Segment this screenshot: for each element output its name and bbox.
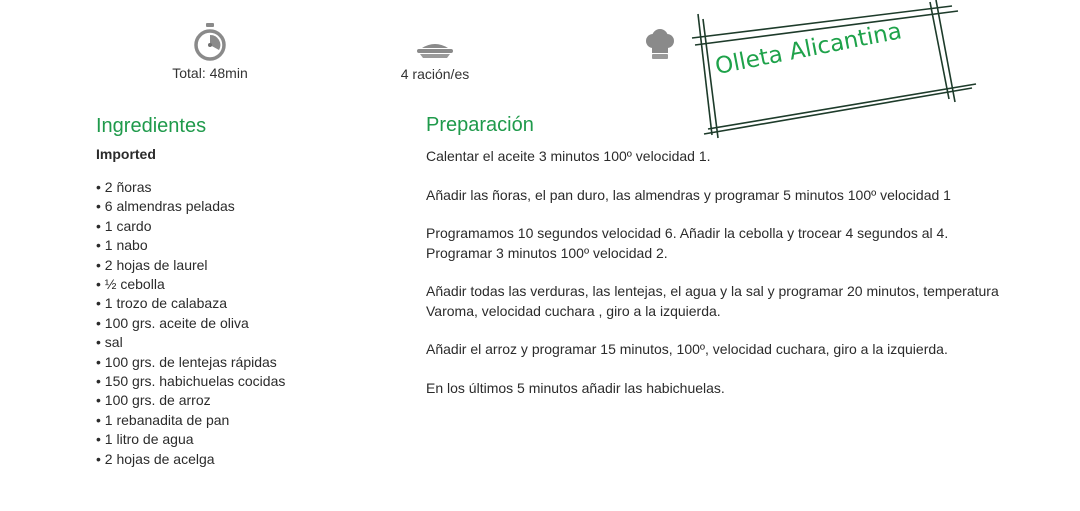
preparation-steps <box>426 147 1006 398</box>
ingredient-item: • ½ cebolla <box>96 275 396 294</box>
servings-label: 4 ración/es <box>400 66 470 82</box>
preparation-step: Calentar el aceite 3 minutos 100º velocidad 1. <box>426 148 711 164</box>
ingredient-item: • 150 grs. habichuelas cocidas <box>96 372 396 391</box>
recipe-title: Olleta Alicantina <box>713 18 904 80</box>
ingredients-section <box>96 115 396 469</box>
ingredient-item: • 1 trozo de calabaza <box>96 294 396 313</box>
ingredient-item: • 2 hojas de laurel <box>96 256 396 275</box>
ingredient-item: • 1 nabo <box>96 236 396 255</box>
preparation-step: Programamos 10 segundos velocidad 6. Añadir la cebolla y trocear 4 segundos al 4. Programar 3 minutos 100º velocidad 2. <box>426 225 949 261</box>
stopwatch-icon <box>192 22 228 62</box>
ingredient-item: • 2 ñoras <box>96 178 396 197</box>
ingredient-item: • 100 grs. de arroz <box>96 391 396 410</box>
preparation-step: Añadir todas las verduras, las lentejas, el agua y la sal y programar 20 minutos, temperatura Varoma, velocidad cuchara , giro a la izquierda. <box>426 283 999 319</box>
ingredient-item: • sal <box>96 333 396 352</box>
servings <box>380 40 490 82</box>
total-time <box>160 22 260 81</box>
preparation-section <box>426 114 1006 417</box>
preparation-step: En los últimos 5 minutos añadir las habichuelas. <box>426 379 725 396</box>
ingredient-item: • 100 grs. aceite de oliva <box>96 314 396 333</box>
ingredients-heading: Ingredientes <box>96 115 207 137</box>
ingredient-item: • 1 litro de agua <box>96 430 396 449</box>
preparation-step: Añadir las ñoras, el pan duro, las almendras y programar 5 minutos 100º velocidad 1 <box>426 186 951 203</box>
ingredient-item: • 100 grs. de lentejas rápidas <box>96 353 396 372</box>
preparation-heading: Preparación <box>426 114 534 136</box>
preparation-step: Añadir el arroz y programar 15 minutos, 100º, velocidad cuchara, giro a la izquierda. <box>426 341 948 357</box>
ingredients-list <box>96 178 396 469</box>
difficulty <box>642 28 678 62</box>
ingredient-item: • 6 almendras peladas <box>96 197 396 216</box>
ingredients-group-label: Imported <box>96 146 156 162</box>
chef-hat-icon <box>643 28 677 62</box>
ingredient-item: • 1 cardo <box>96 217 396 236</box>
dish-icon <box>414 40 456 60</box>
ingredient-item: • 2 hojas de acelga <box>96 450 396 469</box>
ingredient-item: • 1 rebanadita de pan <box>96 411 396 430</box>
total-time-label: Total: 48min <box>172 65 248 81</box>
